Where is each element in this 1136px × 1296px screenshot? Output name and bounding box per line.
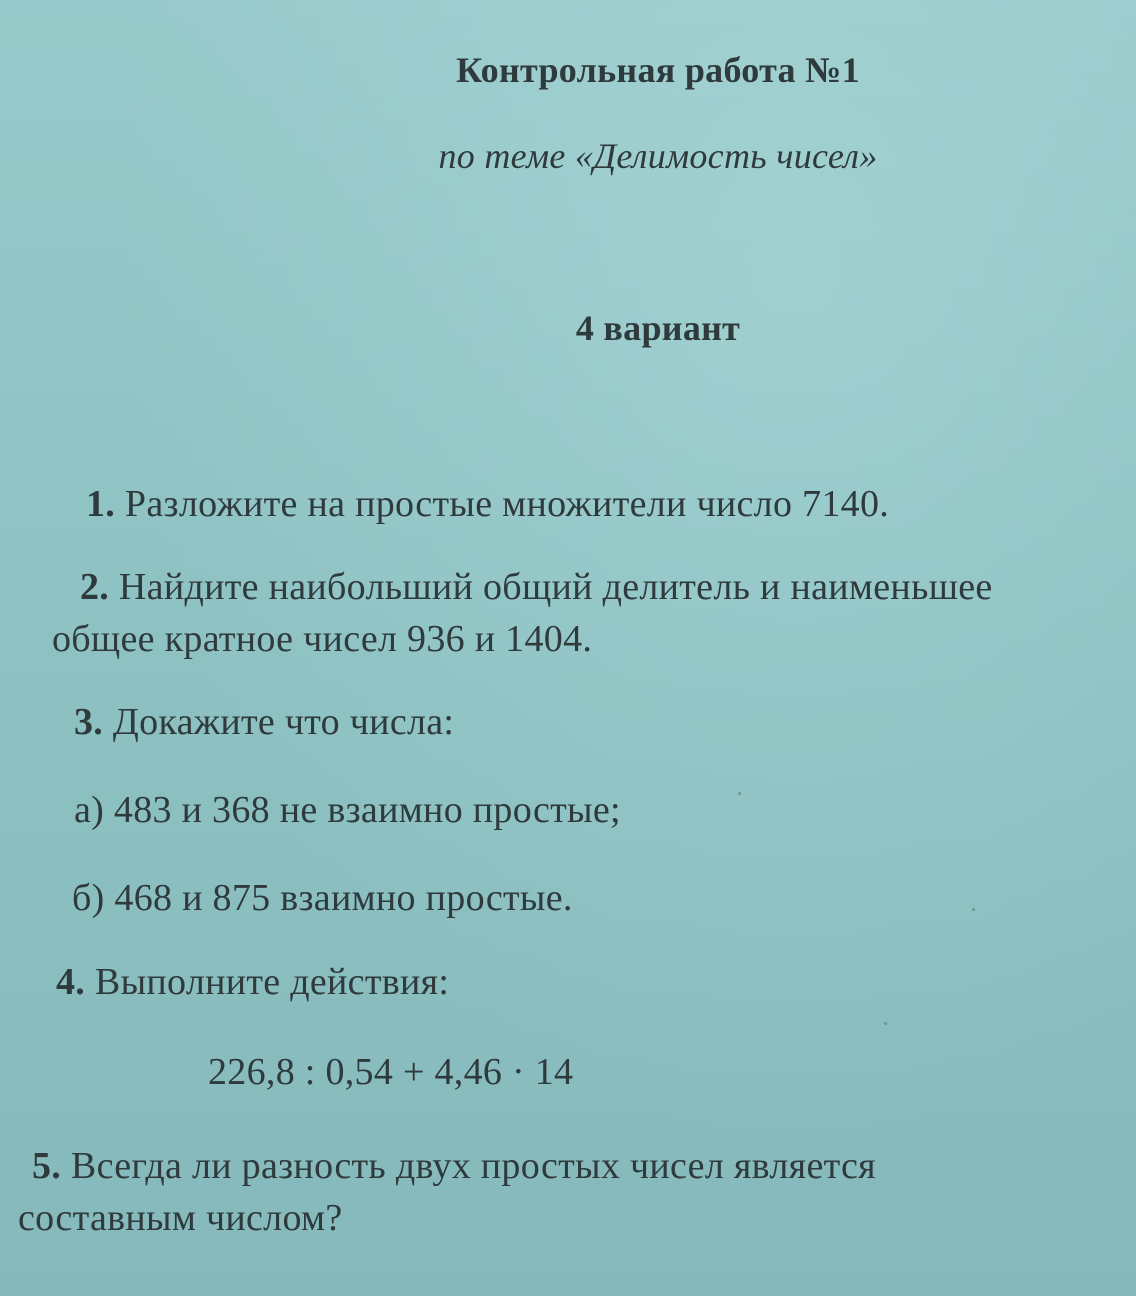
variant-label: 4 вариант [575, 308, 741, 348]
task-5-text-2: составным числом? [18, 1197, 343, 1239]
task-4-number: 4. [56, 961, 86, 1003]
task-1-number: 1. [86, 483, 116, 525]
task-2-number: 2. [80, 566, 110, 608]
task-2-line-1 [80, 565, 993, 609]
task-1-text: Разложите на простые множители число 7140. [124, 483, 890, 525]
task-3-text: Докажите что числа: [112, 701, 455, 743]
task-2-text-2: общее кратное чисел 936 и 1404. [52, 618, 593, 660]
task-5-number: 5. [32, 1145, 62, 1187]
task-1 [86, 482, 889, 526]
task-3 [74, 700, 454, 744]
task-2-text-1: Найдите наибольший общий делитель и наименьшее [118, 566, 993, 608]
paper-speck [972, 908, 975, 911]
paper-speck [884, 1022, 887, 1025]
task-3-part-a: а) 483 и 368 не взаимно простые; [74, 789, 621, 831]
page-title: Контрольная работа №1 [456, 50, 860, 90]
task-3-part-b: б) 468 и 875 взаимно простые. [72, 877, 573, 919]
task-5-text-1: Всегда ли разность двух простых чисел является [70, 1145, 876, 1187]
task-5-line-1 [32, 1144, 876, 1188]
task-4-text: Выполните действия: [94, 961, 450, 1003]
task-4 [56, 960, 449, 1004]
task-4-expression: 226,8 : 0,54 + 4,46 · 14 [208, 1051, 574, 1093]
page-subtitle: по теме «Делимость чисел» [438, 136, 878, 176]
task-3-number: 3. [74, 701, 104, 743]
paper-speck [738, 792, 741, 795]
